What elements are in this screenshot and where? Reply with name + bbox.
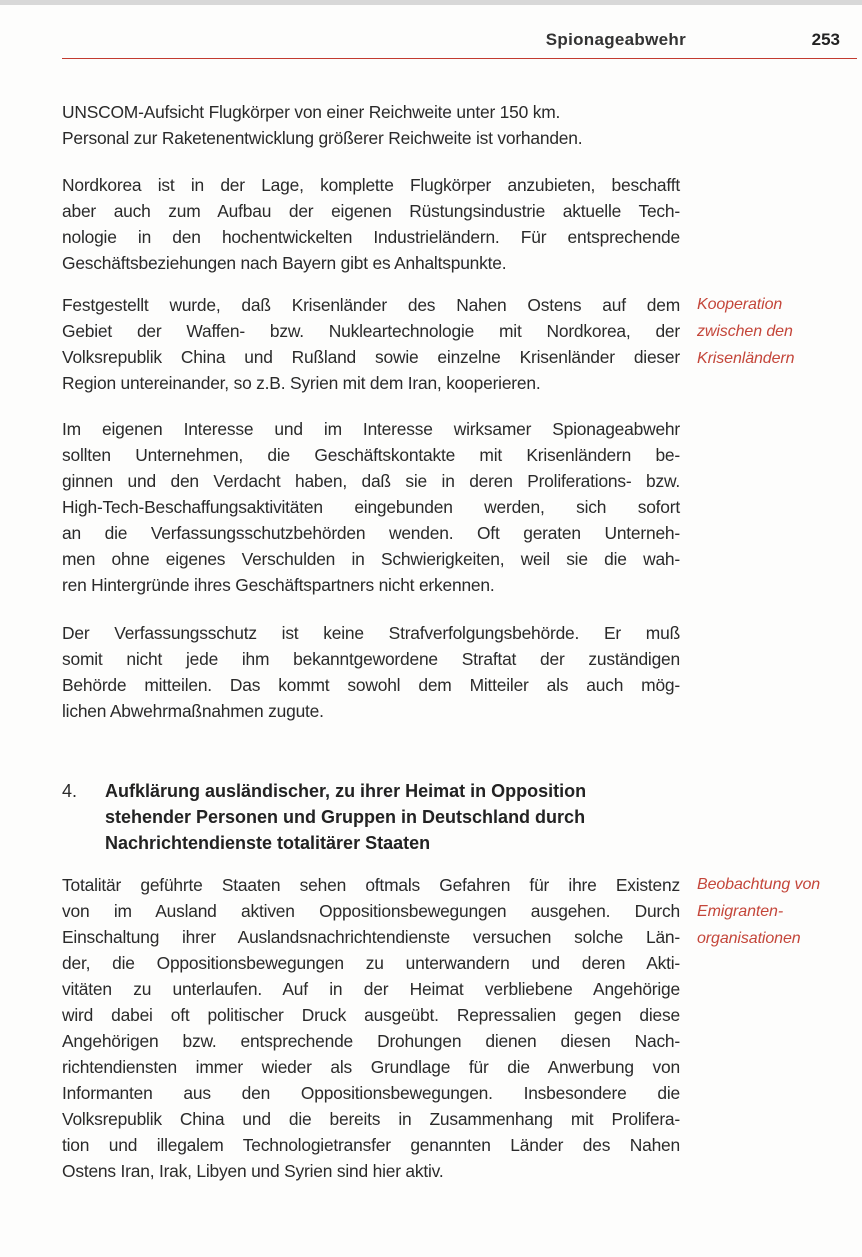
text-line: Im eigenen Interesse und im Interesse wirksamer Spionageabwehr xyxy=(62,419,680,439)
section-title-line: Nachrichtendienste totalitärer Staaten xyxy=(105,833,431,853)
text-line: Personal zur Raketenentwicklung größerer Reichweite ist vorhanden. xyxy=(62,128,583,148)
text-line: richtendiensten immer wieder als Grundlage für die Anwerbung von xyxy=(62,1057,680,1077)
paragraph-6 xyxy=(62,872,680,1184)
margin-note-beobachtung xyxy=(697,871,857,952)
text-line: an die Verfassungsschutzbehörden wenden. Oft geraten Unterneh- xyxy=(62,523,680,543)
text-line: Ostens Iran, Irak, Libyen und Syrien sind hier aktiv. xyxy=(62,1161,444,1181)
paragraph-4 xyxy=(62,416,680,598)
text-line: ginnen und den Verdacht haben, daß sie in deren Proliferations- bzw. xyxy=(62,471,680,491)
text-line: aber auch zum Aufbau der eigenen Rüstungsindustrie aktuelle Tech- xyxy=(62,201,680,221)
section-number: 4. xyxy=(62,781,78,801)
text-line: Nordkorea ist in der Lage, komplette Flugkörper anzubieten, beschafft xyxy=(62,175,680,195)
text-line: ren Hintergründe ihres Geschäftspartners nicht erkennen. xyxy=(62,575,495,595)
paragraph-3 xyxy=(62,292,680,396)
text-line: Volksrepublik China und die bereits in Zusammenhang mit Prolifera- xyxy=(62,1109,680,1129)
section-title-line: Aufklärung ausländischer, zu ihrer Heimat in Opposition xyxy=(105,781,587,801)
margin-note-kooperation xyxy=(697,291,857,372)
page-number: 253 xyxy=(811,30,840,49)
text-line: Behörde mitteilen. Das kommt sowohl dem Mitteiler als auch mög- xyxy=(62,675,680,695)
text-line: von im Ausland aktiven Oppositionsbewegungen ausgehen. Durch xyxy=(62,901,680,921)
text-line: Volksrepublik China und Rußland sowie einzelne Krisenländer dieser xyxy=(62,347,680,367)
margin-note-line: zwischen den xyxy=(697,323,793,340)
text-line: somit nicht jede ihm bekanntgewordene Straftat der zuständigen xyxy=(62,649,680,669)
text-line: men ohne eigenes Verschulden in Schwierigkeiten, weil sie die wah- xyxy=(62,549,680,569)
text-line: Totalitär geführte Staaten sehen oftmals Gefahren für ihre Existenz xyxy=(62,875,680,895)
text-line: Gebiet der Waffen- bzw. Nukleartechnologie mit Nordkorea, der xyxy=(62,321,680,341)
text-line: Einschaltung ihrer Auslandsnachrichtendienste versuchen solche Län- xyxy=(62,927,680,947)
text-line: UNSCOM-Aufsicht Flugkörper von einer Reichweite unter 150 km. xyxy=(62,102,561,122)
text-line: Angehörigen bzw. entsprechende Drohungen dienen diesen Nach- xyxy=(62,1031,680,1051)
text-line: Geschäftsbeziehungen nach Bayern gibt es Anhaltspunkte. xyxy=(62,253,507,273)
margin-note-line: Krisenländern xyxy=(697,350,795,367)
text-line: sollten Unternehmen, die Geschäftskontakte mit Krisenländern be- xyxy=(62,445,680,465)
margin-note-line: Kooperation xyxy=(697,296,783,313)
section-title xyxy=(105,778,675,856)
section-title-line: stehender Personen und Gruppen in Deutschland durch xyxy=(105,807,586,827)
text-line: tion und illegalem Technologietransfer genannten Länder des Nahen xyxy=(62,1135,680,1155)
text-line: vitäten zu unterlaufen. Auf in der Heimat verbliebene Angehörige xyxy=(62,979,680,999)
header-rule xyxy=(62,58,857,59)
text-line: Festgestellt wurde, daß Krisenländer des Nahen Ostens auf dem xyxy=(62,295,680,315)
page-top-edge xyxy=(0,0,862,5)
margin-note-line: Beobachtung von xyxy=(697,876,821,893)
running-header-title: Spionageabwehr xyxy=(545,30,686,49)
text-line: Der Verfassungsschutz ist keine Strafverfolgungsbehörde. Er muß xyxy=(62,623,680,643)
margin-note-line: Emigranten- xyxy=(697,903,784,920)
text-line: nologie in den hochentwickelten Industrieländern. Für entsprechende xyxy=(62,227,680,247)
text-line: wird dabei oft politischer Druck ausgeübt. Repressalien gegen diese xyxy=(62,1005,680,1025)
margin-note-line: organisationen xyxy=(697,930,801,947)
text-line: der, die Oppositionsbewegungen zu unterwandern und deren Akti- xyxy=(62,953,680,973)
paragraph-2 xyxy=(62,172,680,276)
text-line: Region untereinander, so z.B. Syrien mit dem Iran, kooperieren. xyxy=(62,373,541,393)
text-line: Informanten aus den Oppositionsbewegungen. Insbesondere die xyxy=(62,1083,680,1103)
paragraph-5 xyxy=(62,620,680,724)
paragraph-1 xyxy=(62,99,680,151)
text-line: lichen Abwehrmaßnahmen zugute. xyxy=(62,701,324,721)
text-line: High-Tech-Beschaffungsaktivitäten eingebunden werden, sich sofort xyxy=(62,497,680,517)
